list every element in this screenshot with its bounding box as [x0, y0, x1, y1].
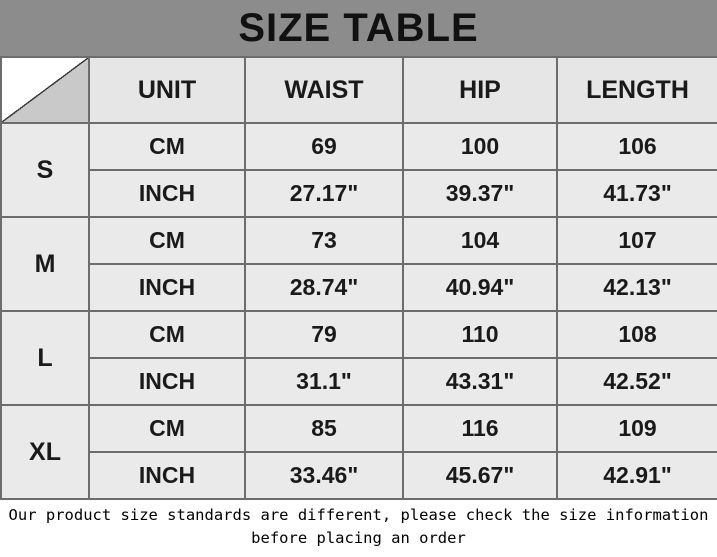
hip-m-inch: 40.94"	[403, 264, 557, 311]
column-header-hip: HIP	[403, 57, 557, 123]
table-row	[1, 217, 717, 264]
table-row	[1, 405, 717, 452]
length-m-cm: 107	[557, 217, 717, 264]
diagonal-divider-icon	[2, 58, 88, 122]
length-l-inch: 42.52"	[557, 358, 717, 405]
length-l-cm: 108	[557, 311, 717, 358]
unit-cell-m-cm: CM	[89, 217, 245, 264]
waist-m-inch: 28.74"	[245, 264, 403, 311]
hip-xl-cm: 116	[403, 405, 557, 452]
unit-cell-s-cm: CM	[89, 123, 245, 170]
hip-l-cm: 110	[403, 311, 557, 358]
length-xl-cm: 109	[557, 405, 717, 452]
corner-diagonal-cell	[1, 57, 89, 123]
length-m-inch: 42.13"	[557, 264, 717, 311]
size-table	[0, 56, 717, 500]
hip-s-inch: 39.37"	[403, 170, 557, 217]
size-label-s: S	[1, 123, 89, 217]
unit-cell-xl-cm: CM	[89, 405, 245, 452]
size-label-m: M	[1, 217, 89, 311]
waist-l-inch: 31.1"	[245, 358, 403, 405]
waist-xl-cm: 85	[245, 405, 403, 452]
footer-note-line-1: Our product size standards are different, please check the size information	[8, 506, 709, 525]
waist-xl-inch: 33.46"	[245, 452, 403, 499]
title-bar	[0, 0, 717, 56]
size-label-xl: XL	[1, 405, 89, 499]
waist-s-cm: 69	[245, 123, 403, 170]
hip-s-cm: 100	[403, 123, 557, 170]
table-header-row	[1, 57, 717, 123]
table-row	[1, 170, 717, 217]
column-header-waist: WAIST	[245, 57, 403, 123]
length-xl-inch: 42.91"	[557, 452, 717, 499]
table-row	[1, 358, 717, 405]
column-header-unit: UNIT	[89, 57, 245, 123]
hip-m-cm: 104	[403, 217, 557, 264]
unit-cell-l-cm: CM	[89, 311, 245, 358]
waist-l-cm: 79	[245, 311, 403, 358]
table-row	[1, 123, 717, 170]
length-s-cm: 106	[557, 123, 717, 170]
table-row	[1, 311, 717, 358]
waist-m-cm: 73	[245, 217, 403, 264]
unit-cell-l-inch: INCH	[89, 358, 245, 405]
hip-xl-inch: 45.67"	[403, 452, 557, 499]
hip-l-inch: 43.31"	[403, 358, 557, 405]
footer-note	[0, 500, 717, 557]
unit-cell-s-inch: INCH	[89, 170, 245, 217]
unit-cell-xl-inch: INCH	[89, 452, 245, 499]
page-title: SIZE TABLE	[238, 5, 479, 50]
size-label-l: L	[1, 311, 89, 405]
waist-s-inch: 27.17"	[245, 170, 403, 217]
length-s-inch: 41.73"	[557, 170, 717, 217]
table-row	[1, 264, 717, 311]
footer-note-line-2: before placing an order	[251, 528, 466, 547]
unit-cell-m-inch: INCH	[89, 264, 245, 311]
table-row	[1, 452, 717, 499]
column-header-length: LENGTH	[557, 57, 717, 123]
